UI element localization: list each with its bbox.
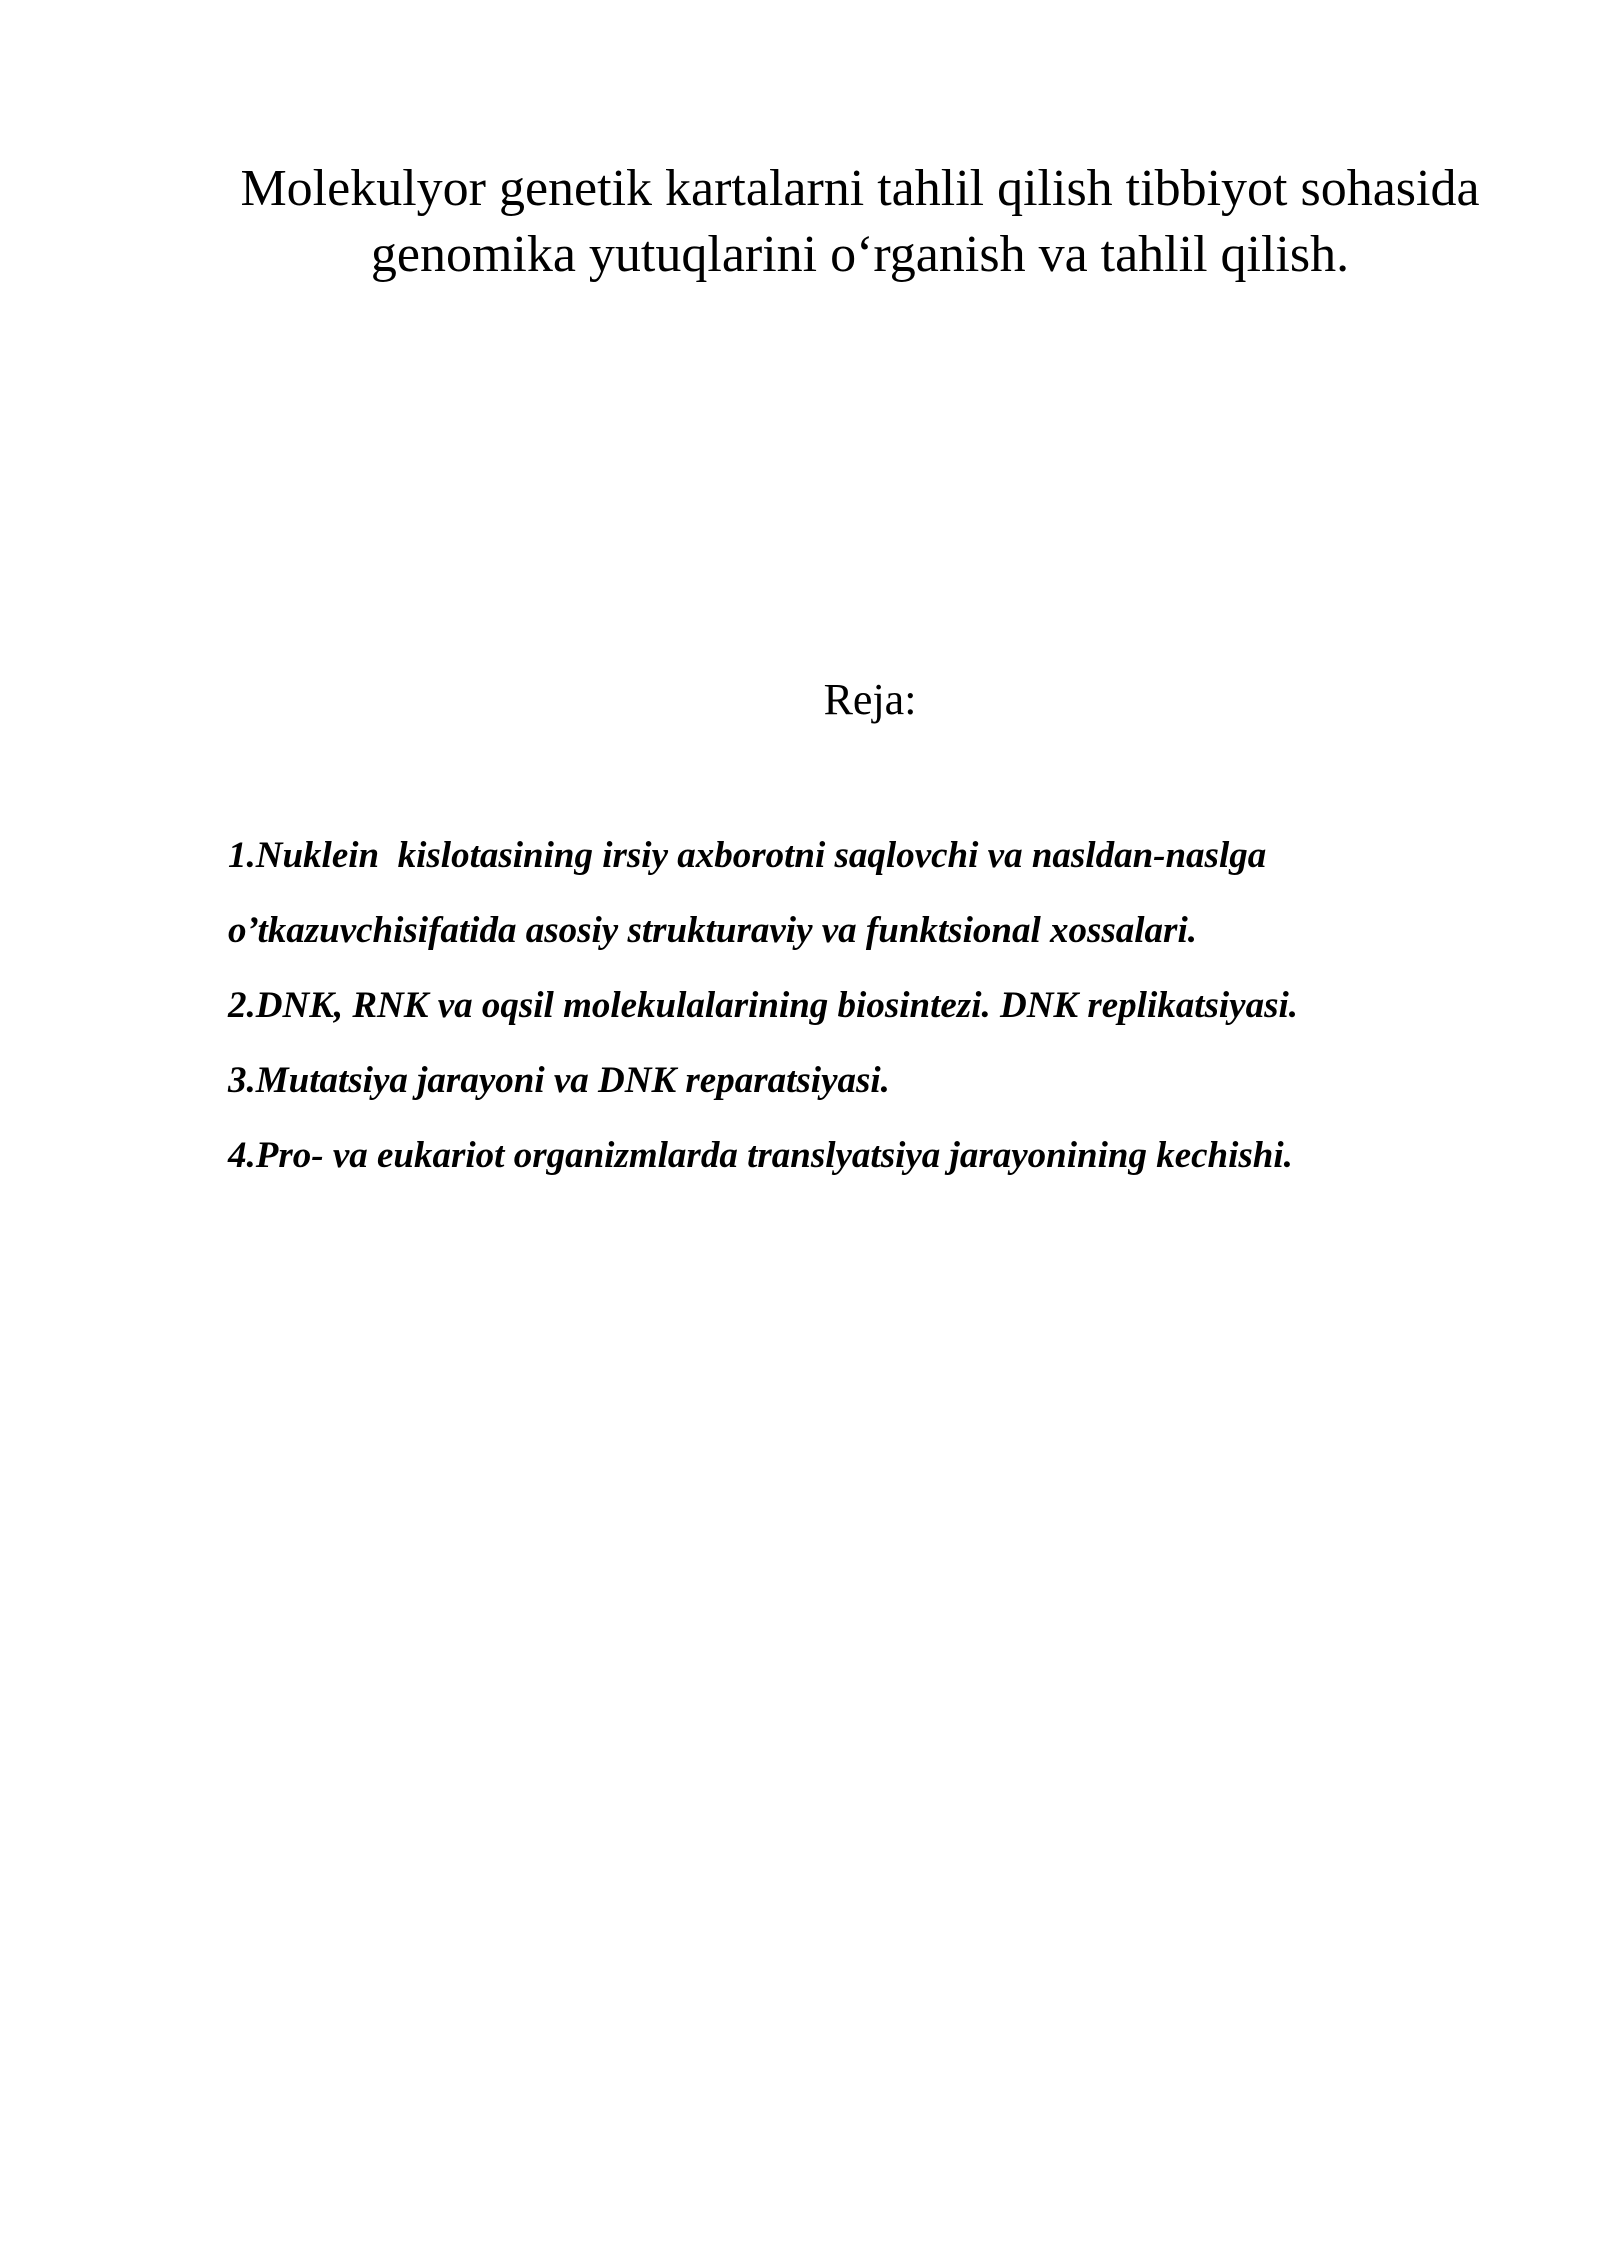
plan-list [228,818,1528,1193]
plan-heading: Reja: [823,675,917,724]
plan-item-1: 1.Nuklein kislotasining irsiy axborotni saqlovchi va nasldan-naslga o’tkazuvchisifatida asosiy strukturaviy va funktsional xossalari. [228,835,1276,951]
plan-item-3: 3.Mutatsiya jarayoni va DNK reparatsiyasi. [228,1060,890,1101]
page-title: Molekulyor genetik kartalarni tahlil qilish tibbiyot sohasida genomika yutuqlarini o‘rganish va tahlil qilish. [240,160,1480,283]
plan-item-4: 4.Pro- va eukariot organizmlarda translyatsiya jarayonining kechishi. [228,1135,1293,1176]
plan-item-2: 2.DNK, RNK va oqsil molekulalarining biosintezi. DNK replikatsiyasi. [228,985,1299,1026]
